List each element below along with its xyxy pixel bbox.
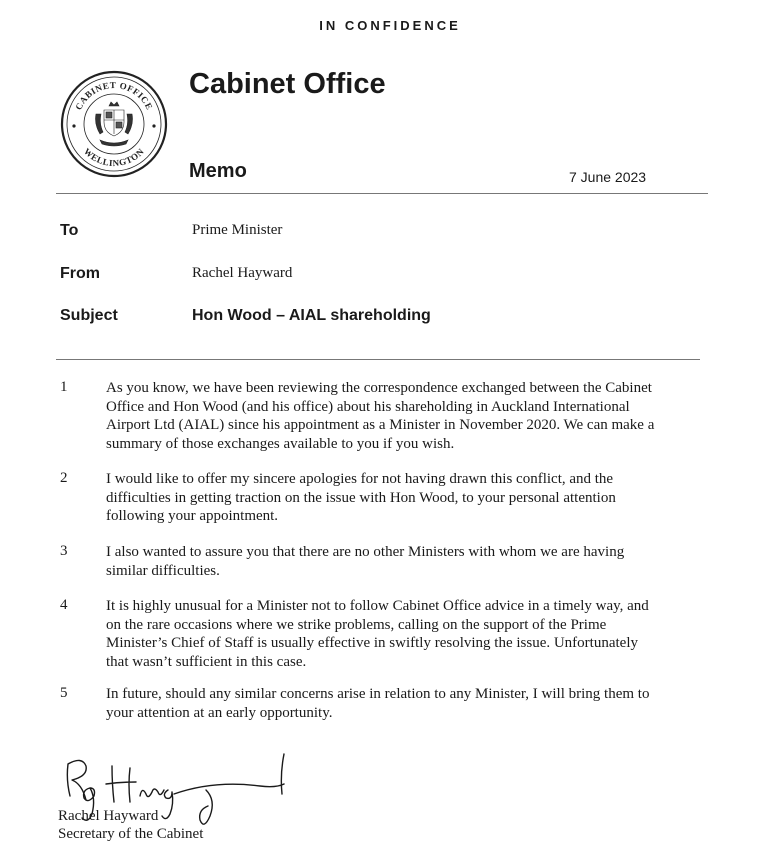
paragraph-line: It is highly unusual for a Minister not to follow Cabinet Office advice in a timely way, and: [106, 598, 649, 614]
paragraph-line: difficulties in getting traction on the issue with Hon Wood, to your personal attention: [106, 489, 616, 506]
paragraph-line: following your appointment.: [106, 508, 279, 524]
document-date: 7 June 2023: [569, 169, 647, 185]
subject-label: Subject: [60, 307, 118, 324]
to-label: To: [60, 222, 79, 239]
paragraph-line: your attention at an early opportunity.: [106, 704, 333, 721]
from-value: Rachel Hayward: [192, 265, 293, 281]
header-divider: [56, 193, 708, 194]
body-divider: [56, 359, 700, 360]
paragraph: [106, 685, 706, 722]
signer-name: Rachel Hayward: [58, 808, 159, 824]
paragraph: [106, 379, 706, 453]
paragraph-line: I would like to offer my sincere apologies for not having drawn this conflict, and the: [106, 471, 614, 487]
to-value: Prime Minister: [192, 222, 283, 238]
document-type: Memo: [189, 160, 247, 182]
from-label: From: [60, 265, 100, 282]
paragraph-number: 2: [60, 470, 68, 486]
paragraph-number: 1: [60, 379, 68, 395]
paragraph-line: Minister’s Chief of Staff is usually effective in swiftly resolving the issue. Unfortunately: [106, 635, 638, 651]
svg-text:CABINET OFFICE: [73, 80, 154, 112]
paragraph-line: In future, should any similar concerns arise in relation to any Minister, I will bring them to: [106, 686, 650, 702]
seal-top-text: CABINET OFFICE: [73, 79, 155, 112]
paragraph-line: Office and Hon Wood (and his office) about his shareholding in Auckland International: [106, 398, 630, 415]
coat-of-arms-icon: [96, 102, 133, 146]
paragraph-number: 5: [60, 685, 68, 701]
seal-bottom-text: WELLINGTON: [81, 146, 147, 169]
paragraph-line: As you know, we have been reviewing the correspondence exchanged between the Cabinet: [106, 380, 652, 396]
organisation-title: Cabinet Office: [189, 68, 386, 100]
paragraph-line: I also wanted to assure you that there are no other Ministers with whom we are having: [106, 544, 625, 560]
subject-value: Hon Wood – AIAL shareholding: [192, 307, 431, 324]
paragraph-number: 3: [60, 543, 68, 559]
signer-title: Secretary of the Cabinet: [58, 826, 204, 842]
paragraph-line: Airport Ltd (AIAL) since his appointment as a Minister in November 2020. We can make a: [106, 417, 655, 433]
paragraph-line: similar difficulties.: [106, 562, 220, 579]
paragraph-line: on the rare occasions where we strike problems, calling on the support of the Prime: [106, 616, 607, 633]
paragraph-number: 4: [60, 597, 68, 613]
paragraph: [106, 543, 706, 580]
paragraph-line: that wasn’t sufficient in this case.: [106, 653, 307, 670]
cabinet-office-seal: [60, 70, 168, 178]
paragraph: [106, 470, 706, 526]
classification-marking: IN CONFIDENCE: [319, 18, 461, 33]
paragraph: [106, 597, 706, 671]
paragraph-line: summary of those exchanges available to you if you wish.: [106, 435, 455, 452]
